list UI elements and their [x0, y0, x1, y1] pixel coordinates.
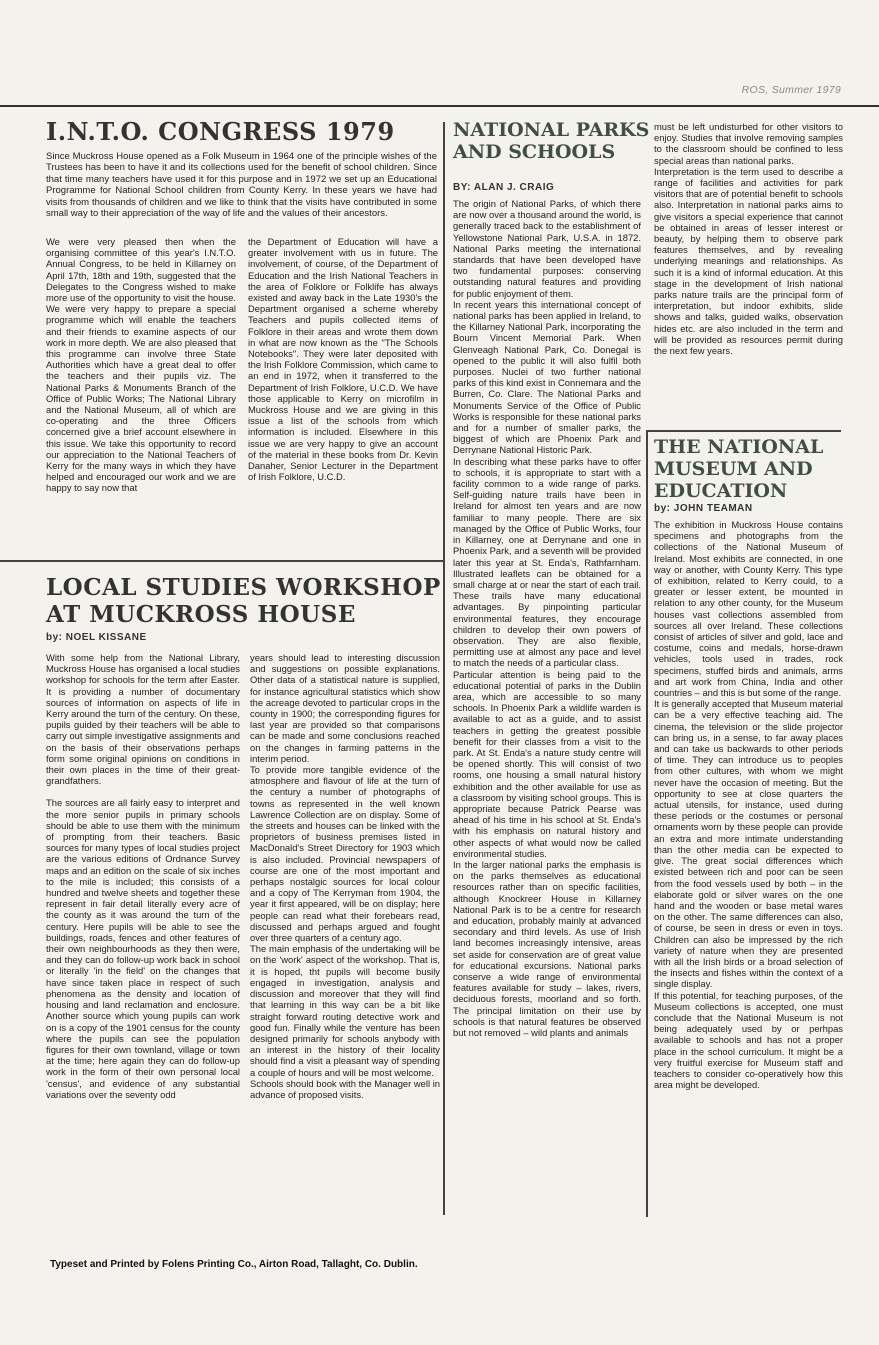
museum-paragraph: It is generally accepted that Museum material can be a very effective teaching aid. The cinema, the television or the slide projector can bring us, in a sense, to far away places and can take us backwards to other periods of time. They can introduce us to peoples from other cultures, with whom we might never have the occasion of meeting. But the opportunity to see at close quarters the actual utensils, for instance, used during these periods or the costumes or personal ornaments worn by these people can provide an extra and more intimate understanding than the other media can be expected to give. The great social differences which existed between rich and poor can be seen from the food vessels used by both – in the elaborate gold or silver wares on the one hand and the wooden or base metal wares on the other. The same differences can also, of course, be seen in dress or even in toys. Children can also be impressed by the rich variety of nature when they are presented with all the Irish birds or a broad selection of the insects and fishes within the context of a single display. — [654, 698, 843, 990]
museum-column — [654, 519, 843, 1219]
local-column-1 — [46, 652, 240, 1218]
museum-divider — [646, 432, 648, 1217]
parks-column-1 — [453, 198, 641, 1218]
parks-title — [453, 119, 649, 163]
museum-byline: by: JOHN TEAMAN — [654, 503, 753, 514]
parks-title-line2: AND SCHOOLS — [453, 141, 616, 163]
parks-byline: BY: ALAN J. CRAIG — [453, 182, 555, 193]
into-column-2: the Department of Education will have a greater involvement with us in future. The involvement, of course, of the Department of Education and the Irish National Teachers in the area of Folklore or Folklife has always existed and away back in the Late 1930's the Department organised a scheme whereby Teachers and pupils collected items of Folklore in their areas and wrote them down in what are now known as the "The Schools Notebooks". They were later deposited with the Irish Folklore Commission, which came to an end in 1972, when it transferred to the Department of Irish Folklore, U.C.D. We have those applicable to Kerry on microfilm in Muckross House and we are giving in this issue a list of the schools from which information is included. Elsewhere in this issue we are very happy to give an account of the material in these books from Dr. Kevin Danaher, Senior Lecturer in the Department of Irish Folklore, U.C.D. — [248, 236, 438, 483]
museum-paragraph: If this potential, for teaching purposes, of the Museum collections is accepted, one must conclude that the National Museum is not being adequately used by or perhpas available to schools and has not a proper place in the school curriculum. It might be a very fruitful exercise for Museum staff and teachers to consider co-operatively how this area might be developed. — [654, 989, 843, 1091]
center-column-divider — [443, 122, 445, 1215]
printer-credit: Typeset and Printed by Folens Printing Co., Airton Road, Tallaght, Co. Dublin. — [50, 1259, 418, 1270]
local-title-line2: AT MUCKROSS HOUSE — [46, 601, 356, 628]
parks-paragraph: In describing what these parks have to offer to schools, it is appropriate to start with a facility common to a wide range of parks. Self-guiding nature trails have been in Ireland for almost ten years and are now familiar to many people. There are six managed by the Office of Public Works, four in Killarney, one at Derrynane and one in Phoenix Park, and a seventh will be provided later this year at St. Enda's, Rathfarnham. Illustrated leaflets can be obtained for a small charge at or near the start of each trail. These trails have many educational advantages. By pinpointing particular environmental features, they encourage children to develop their own powers of observation. They are also flexible, permitting use at almost any pace and level to match the needs of a particular class. — [453, 455, 641, 669]
local-paragraph: years should lead to interesting discussion and suggestions on possible explanations. Other data of a statistical nature is supplied, for instance agricultural statistics which show the acreage devoted to particular crops in the county in 1900; the corresponding figures for last year are provided so that comparisons can be made and some conclusions reached on the changes in farming patterns in the interim period. — [250, 652, 440, 764]
local-column-2 — [250, 652, 440, 1218]
local-title-line1: LOCAL STUDIES WORKSHOP — [46, 574, 441, 601]
parks-title-line1: NATIONAL PARKS — [453, 119, 650, 141]
museum-title-line2: MUSEUM AND — [654, 458, 813, 480]
museum-title-line3: EDUCATION — [654, 480, 788, 502]
local-paragraph: The sources are all fairly easy to interpret and the more senior pupils in primary schools should be able to use them with the minimum of prompting from their teachers. Basic sources for many types of local studies project are the various editions of Ordnance Survey maps and an edition on the scale of six inches to the mile is included; this consists of a hundred and twelve sheets and together these represent in fair detail literally every acre of the county as it was around the turn of the century. Here pupils will be able to see the buildings, roads, fences and other features of their own neighbourhoods as they then were, and they can do follow-up work back in school or literally 'in the field' on the changes that have since taken place in respect of such phenomena as the density and location of housing and land reclamation and enclosure. Another source which young pupils can work on is a copy of the 1901 census for the county where the pupils can see the population figures for their own townland, village or town at the time; here again they can do follow-up work in the form of their own personal local 'census', and evidence of any substantial variations over the seventy odd — [46, 797, 240, 1100]
issue-header: ROS, Summer 1979 — [741, 84, 841, 96]
parks-paragraph: Particular attention is being paid to the educational potential of parks in the Dublin area, which are accessible to so many schools. In Phoenix Park a wildlife warden is available to act as a guide, and to assist teachers in getting the greatest possible benefit for their classes from a visit to the park. At St. Enda's a nature study centre will be opened shortly. This will consist of two rooms, one housing a small natural history exhibition and the other available for use as a classroom by visiting school groups. This is appropriate because Patrick Pearse was ahead of his time in his school at St. Enda's with his emphasis on natural history and other aspects of what would now be called environmental studies. — [453, 668, 641, 859]
parks-paragraph: must be left undisturbed for other visitors to enjoy. Studies that involve removing samples to the classroom should be confined to less special areas than national parks. — [654, 121, 843, 166]
local-title — [46, 574, 441, 628]
into-title: I.N.T.O. CONGRESS 1979 — [46, 117, 395, 146]
into-column-1: We were very pleased then when the organising committee of this year's I.N.T.O. Annual Congress, to be held in Killarney on April 17th, 18th and 19th, suggested that the Delegates to the Congress wished to make more use of the opportunity to visit the house. We were very happy to prepare a special programme which will enable the teachers and their friends to examine aspects of our work in more depth. We are also pleased that this programme can involve three State Authorities which have a great deal to offer the teachers and their pupils viz. The National Parks & Monuments Branch of the Office of Public Works; The National Library and the National Museum, all of which are co-operating and the three Officers concerned give a brief account elsewhere in this issue. We take this opportunity to record our appreciation to the National Teachers of Kerry for the many ways in which they have helped and encouraged our work and we are happy to say now that — [46, 236, 236, 494]
header-rule — [0, 105, 879, 107]
museum-title — [654, 436, 823, 502]
museum-top-rule — [646, 430, 841, 432]
parks-paragraph: Interpretation is the term used to describe a range of facilities and activities for park visitors that are of potential benefit to schools also. Interpretation in national parks aims to give visitors a special experience that cannot be obtained in areas of lesser interest or beauty, by helping them to observe park features themselves, and by revealing underlying meanings and relationships. As such it is a kind of informal education. At this stage in the development of Irish national parks nature trails are the principal form of interpretation, but indoor exhibits, slide shows and talks, guided walks, observation hides etc. are also included in the term and will be provided as resources permit during the next few years. — [654, 165, 843, 357]
museum-title-line1: THE NATIONAL — [654, 436, 824, 458]
parks-paragraph: The origin of National Parks, of which there are now over a thousand around the world, is generally traced back to the establishment of Yellowstone National Park, U.S.A. in 1872. National Parks meeting the international standards that have been developed have two fundamental purposes: conserving outstanding natural features and providing for public enjoyment of them. — [453, 198, 641, 299]
local-byline: by: NOEL KISSANE — [46, 632, 147, 643]
into-lead: Since Muckross House opened as a Folk Museum in 1964 one of the principle wishes of the Trustees has been to have it and its collections used for the benefit of school children. Since that time many teachers have used it for this purpose and in 1972 we set up an Educational Programme for National School children from County Kerry. In these years we have had visits from thousands of children and we like to think that the visits have contributed in some small way to their appreciation of the way of life and the values of their ancestors. — [46, 151, 437, 220]
parks-paragraph: In recent years this international concept of national parks has been applied in Ireland, to the Killarney National Park, incorporating the Bourn Vincent Memorial Park. When Glenveagh National Park, Co. Donegal is opened to the public it will also fulfil both purposes. Nuclei of two further national parks of this kind exist in Connemara and the Burren, Co. Clare. The National Parks and Monuments Service of the Office of Public Works is responsible for these national parks and for a number of smaller parks, the biggest of which are Phoenix Park and Derrynane National Historic Park. — [453, 298, 641, 456]
into-bottom-rule — [0, 560, 444, 562]
parks-column-2 — [654, 121, 843, 423]
local-paragraph: The main emphasis of the undertaking will be on the 'work' aspect of the workshop. That is, it is hoped, tht pupils will become busily engaged in investigation, analysis and discussion and moreover that they will find that learning in this way can be a bit like straight forward routing detective work and good fun. Finally while the venture has been designed primarily for schools anybody with an interest in the history of their locality should find a visit a pleasant way of spending a couple of hours and will be most welcome. — [250, 943, 440, 1078]
local-paragraph: Schools should book with the Manager well in advance of proposed visits. — [250, 1077, 440, 1100]
parks-paragraph: In the larger national parks the emphasis is on the parks themselves as educational resources rather than on specific facilities, although Knockreer House in Killarney National Park is to be a centre for research and education, probably mainly at advanced secondary and third levels. As use of Irish land becomes increasingly intensive, areas set aside for conservation are of great value for educational excursions. National parks conserve a wide range of environmental features available for study – lakes, rivers, deciduous forests, moorland and so forth. The principal limitation on their use by schools is that natural features be observed but not removed – wild plants and animals — [453, 858, 641, 1039]
local-paragraph: With some help from the National Library, Muckross House has organised a local studies workshop for schools for the term after Easter. It is providing a number of documentary sources of information on aspects of life in Kerry around the turn of the century. On these, pupils guided by their teachers will be able to carry out simple investigative assignments and on the basis of their observations perhaps form some original opinions on conditions in their own places in the time of their great-grandfathers. — [46, 652, 240, 787]
museum-paragraph: The exhibition in Muckross House contains specimens and photographs from the collections of the National Museum of Ireland. Most exhibits are connected, in one way or another, with County Kerry. This type of exhibition, related to Kerry could, to a greater or lesser extent, be mounted in relation to any other county, for the Museum houses vast collections assembled from sources all over Ireland. These collections consist of articles of silver and gold, lace and costume, coins and medals, horse-drawn vehicles, tools used in trades, rock specimens, stuffed birds and animals, arms and art work from China, India and other countries – and this is but some of the range. — [654, 519, 843, 699]
local-paragraph: To provide more tangible evidence of the atmosphere and flavour of life at the turn of the century a number of photographs of towns as represented in the well known Lawrence Collection are on display. Some of the streets and houses can be linked with the proprietors of business premises listed in MacDonald's Street Directory for 1903 which is also included. Provincial newspapers of course are one of the most important and perhaps nostalgic sources for local colour and a copy of The Kerryman from 1904, the year it first appeared, will be on display; here people can read what their forebears read, discussed and perhaps argued and fought over three quarters of a century ago. — [250, 764, 440, 944]
